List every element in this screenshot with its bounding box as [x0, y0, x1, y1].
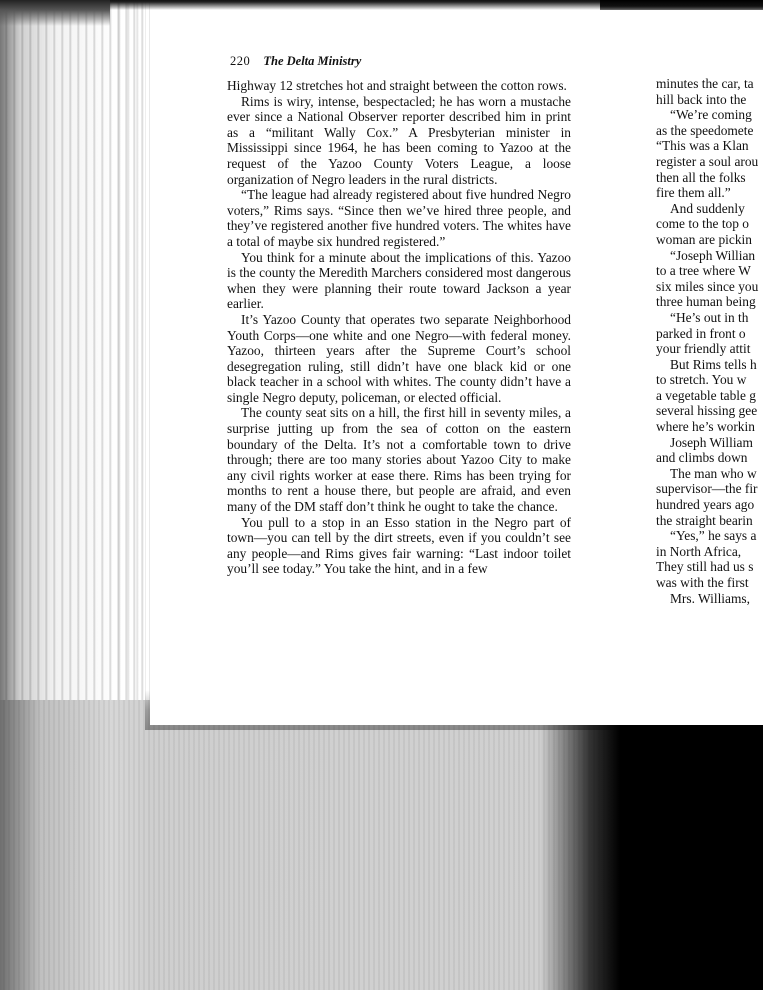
running-header [230, 54, 361, 69]
text-line: woman are pickin [656, 231, 752, 247]
text-line: come to the top o [656, 216, 749, 232]
text-line: several hissing gee [656, 403, 758, 419]
text-line: Joseph William [670, 434, 753, 450]
text-line: “We’re coming [670, 107, 752, 123]
paragraph: It’s Yazoo County that operates two separate Neighborhood Youth Corps—one white and one Negro—with federal money. Yazoo, thirteen years after the Supreme Court’s school desegregation ruling, still didn’t have one black kid or one black teacher in a school with whites. The county didn’t have a single Negro deputy, policeman, or elected official. [227, 311, 571, 405]
text-line: to a tree where W [656, 263, 751, 279]
text-line: six miles since you [656, 278, 759, 294]
text-line: hill back into the [656, 91, 747, 107]
text-line: three human being [656, 294, 756, 310]
text-line: then all the folks [656, 169, 746, 185]
text-line: supervisor—the fir [656, 481, 758, 497]
text-line: “Joseph Willian [670, 247, 756, 263]
text-line: the straight bearin [656, 512, 753, 528]
scan-bottom-background [0, 700, 763, 990]
book-title: The Delta Ministry [263, 54, 362, 68]
left-text-column [227, 78, 571, 577]
paragraph: You think for a minute about the implications of this. Yazoo is the county the Meredith Marchers considered most dangerous when they were planning their route toward Jackson a year earlier. [227, 249, 571, 312]
text-line: your friendly attit [656, 341, 751, 357]
paragraph: Highway 12 stretches hot and straight between the cotton rows. [227, 78, 567, 93]
text-line: in North Africa, [656, 543, 742, 559]
page-number: 220 [230, 54, 251, 68]
text-line: “Yes,” he says a [670, 528, 757, 544]
text-line: and climbs down [656, 450, 748, 466]
text-line: register a soul arou [656, 153, 759, 169]
text-line: parked in front o [656, 325, 746, 341]
text-line: to stretch. You w [656, 372, 747, 388]
text-line: And suddenly [670, 200, 745, 216]
text-line: “This was a Klan [656, 138, 749, 154]
text-line: fire them all.” [656, 185, 731, 201]
text-line: Mrs. Williams, [670, 590, 750, 606]
text-line: hundred years ago [656, 497, 755, 513]
text-line: where he’s workin [656, 419, 755, 435]
text-line: minutes the car, ta [656, 76, 754, 91]
paragraph: You pull to a stop in an Esso station in the Negro part of town—you can tell by the dirt streets, even if you couldn’t see any people—and Rims gives fair warning: “Last indoor toilet you’ll see today.” You take the hint, and in a few [227, 514, 571, 577]
text-line: The man who w [670, 465, 757, 481]
scan-top-left-shadow [0, 0, 110, 26]
text-line: “He’s out in th [670, 309, 749, 325]
paragraph: “The league had already registered about five hundred Negro voters,” Rims says. “Since then we’ve hired three people, and they’ve registered another five hundred voters. The whites have a total of maybe six hundred registered.” [227, 187, 571, 249]
text-line: But Rims tells h [670, 356, 757, 372]
right-text-column [656, 76, 763, 726]
paragraph: The county seat sits on a hill, the first hill in seventy miles, a surprise jutting up from the sea of cotton on the eastern boundary of the Delta. It’s not a comfortable town to drive through; there are too many stories about Yazoo City to make any civil rights worker at ease there. Rims has been trying for months to rent a house there, but people are afraid, and even many of the DM staff don’t think he ought to take the chance. [227, 405, 571, 515]
text-line: was with the first [656, 575, 749, 590]
text-line: as the speedomete [656, 122, 754, 138]
paragraph: Rims is wiry, intense, bespectacled; he has worn a mustache ever since a National Observer reporter described him in print as a “militant Wally Cox.” A Presbyterian minister in Mississippi since 1964, he has been coming to Yazoo at the request of the Yazoo County Voters League, a loose organization of Negro leaders in the rural districts. [227, 93, 571, 187]
text-line: a vegetable table g [656, 387, 757, 403]
text-line: They still had us s [656, 559, 754, 575]
right-text-column-inner [656, 76, 763, 606]
